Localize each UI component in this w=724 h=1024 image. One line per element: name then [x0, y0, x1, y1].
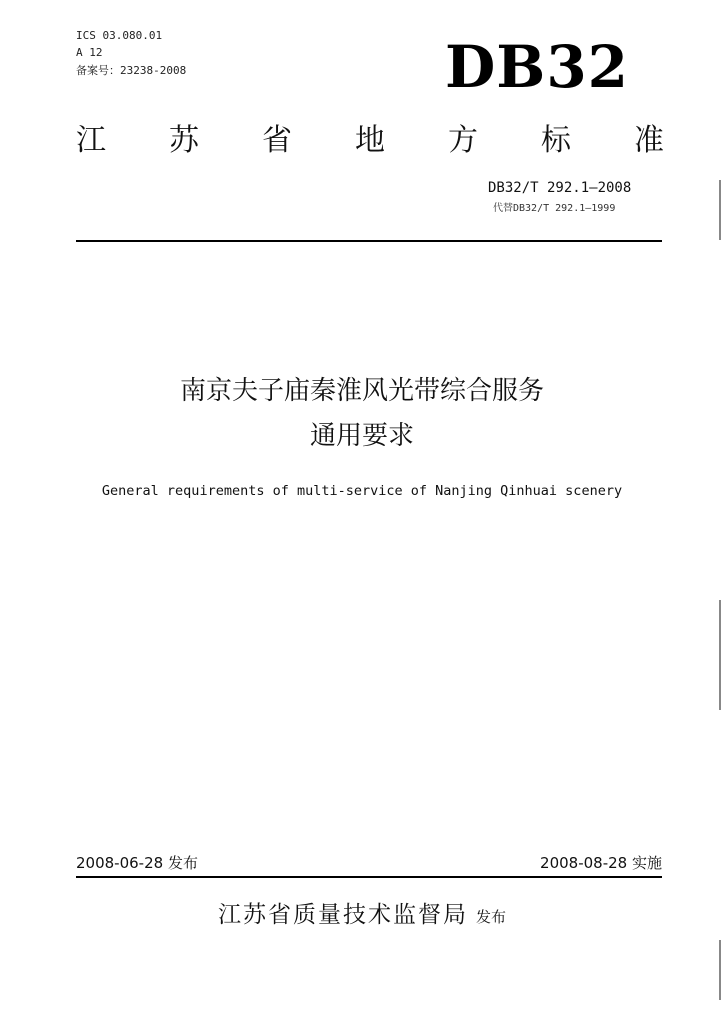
standard-type-char: 标 [541, 123, 571, 158]
issuer-name: 江苏省质量技术监督局 [217, 902, 468, 928]
standard-type-char: 地 [355, 123, 385, 158]
implementation-date: 2008-08-28 实施 [540, 854, 662, 872]
issuer [0, 896, 724, 929]
scan-edge-mark [719, 940, 721, 1000]
scan-edge-mark [719, 180, 721, 240]
standard-number: DB32/T 292.1—2008 [488, 180, 632, 196]
standard-type-char: 省 [262, 123, 292, 158]
standard-type-heading [76, 121, 664, 161]
ics-code: ICS 03.080.01 [76, 29, 163, 42]
scan-edge-mark [719, 600, 721, 710]
title-cn-line1: 南京夫子庙秦淮风光带综合服务 [179, 376, 544, 406]
standard-type-char: 苏 [169, 123, 199, 158]
issue-date: 2008-06-28 发布 [76, 854, 198, 872]
classification-code: A 12 [76, 46, 103, 59]
footer-divider [76, 876, 662, 878]
standard-type-char: 准 [634, 123, 664, 158]
record-number: 备案号：23238-2008 [76, 64, 187, 77]
issuer-suffix: 发布 [475, 908, 506, 926]
replaces-standard: 代替DB32/T 292.1—1999 [493, 203, 616, 214]
db32-logo: DB32 [445, 33, 630, 101]
title-en: General requirements of multi-service of Nanjing Qinhuai scenery [101, 483, 623, 499]
standard-type-char: 江 [76, 123, 106, 158]
title-cn-line2: 通用要求 [309, 421, 414, 451]
standard-type-char: 方 [448, 123, 478, 158]
header-divider [76, 240, 662, 242]
